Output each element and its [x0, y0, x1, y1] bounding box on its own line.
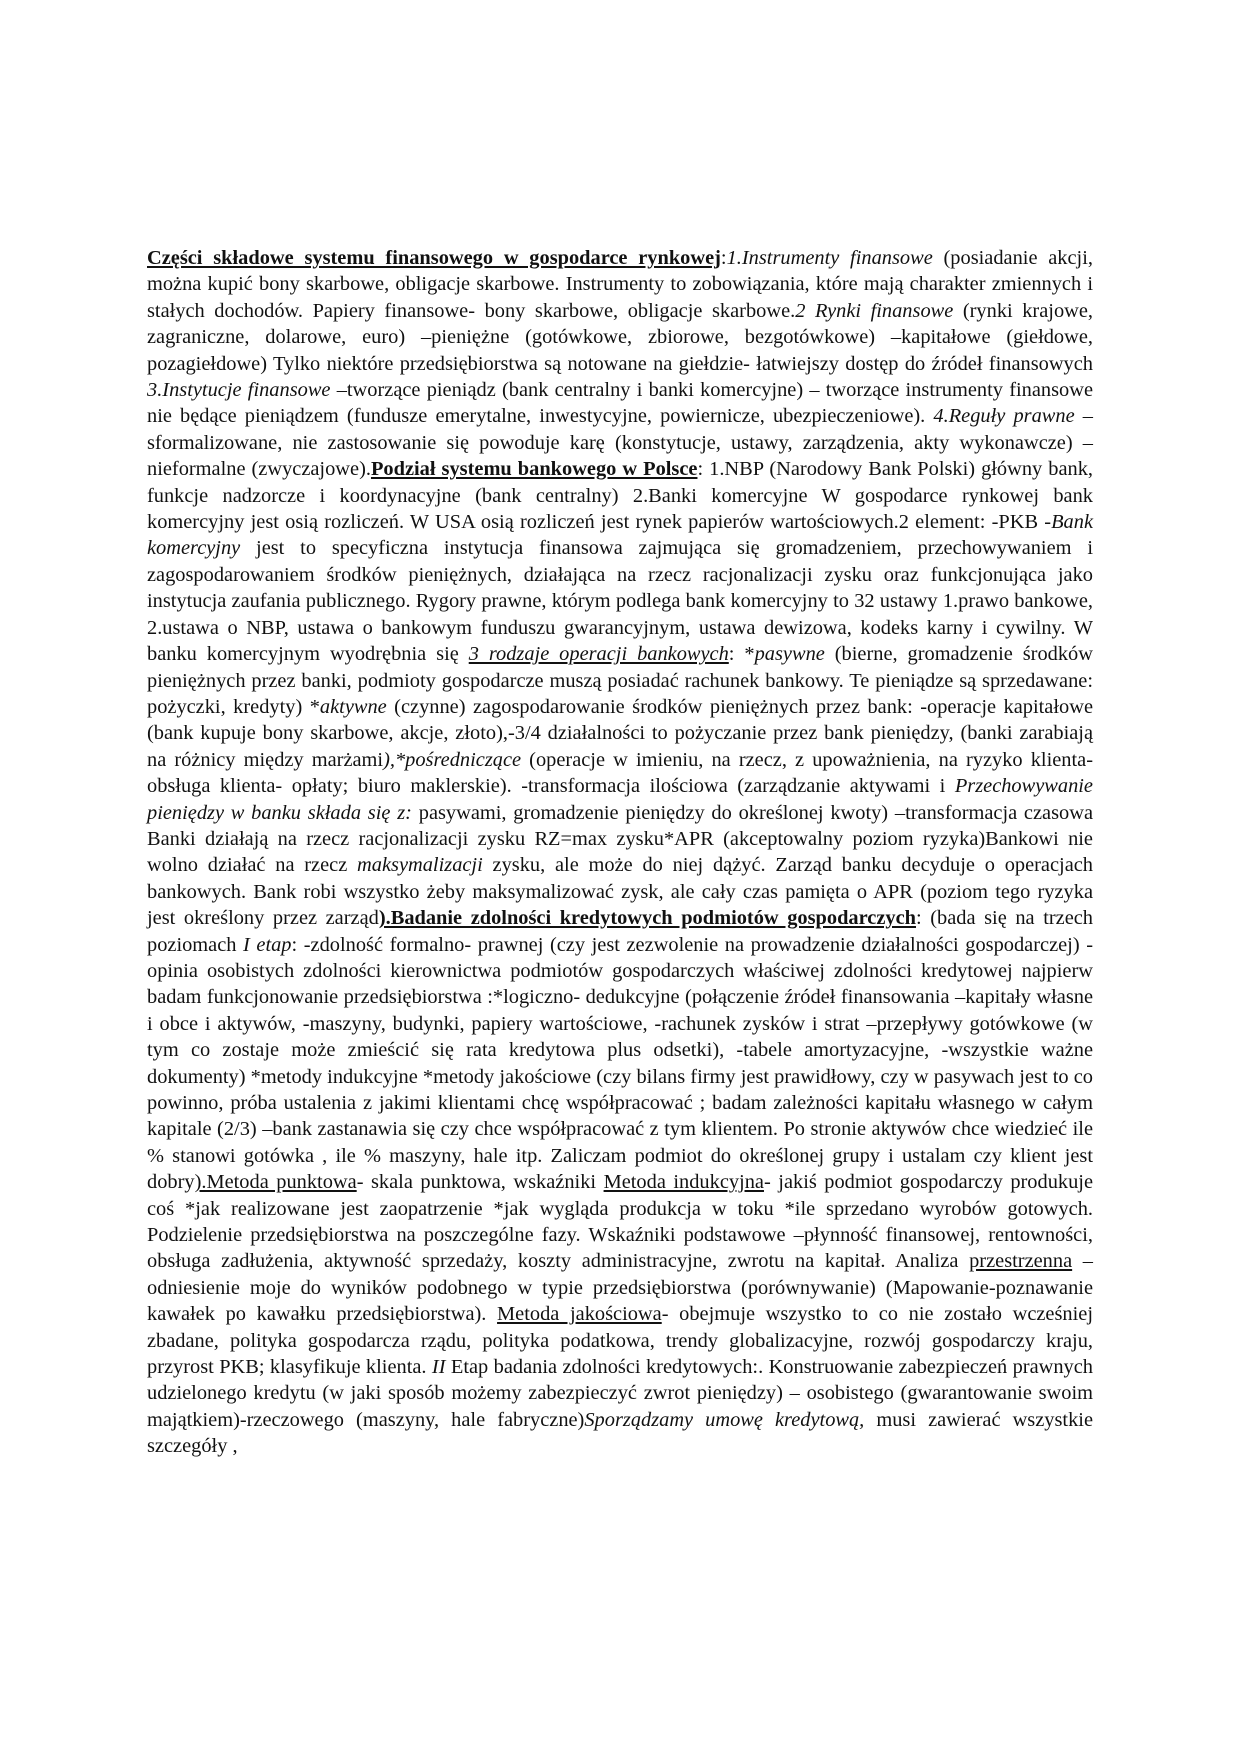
text-segment: 3 rodzaje operacji bankowych — [468, 643, 729, 666]
text-segment: Sporządzamy umowę kredytową, — [584, 1408, 865, 1431]
text-segment: - skala punktowa, wskaźniki — [356, 1171, 604, 1194]
text-segment: Części składowe systemu finansowego w gospodarce rynkowej — [147, 247, 721, 269]
text-segment: aktywne — [319, 695, 387, 718]
text-segment: ).Badanie zdolności kredytowych podmiotów gospodarczych — [378, 907, 916, 930]
text-segment: 2 Rynki finansowe — [795, 299, 954, 322]
text-segment: pasywne — [754, 643, 825, 666]
text-segment: 1.Instrumenty finansowe — [726, 247, 933, 269]
text-segment: (czynne) zagospodarowanie środków pieniężnych przez bank: -operacje kapitałowe (bank kupuje bony skarbowe, akcje, złoto),-3/4 działalności to pożyczanie przez bank pieniędzy, (banki zarabiają na różnicy między marżami — [147, 695, 1093, 771]
text-segment: : (bada się na trzech poziomach — [147, 907, 1093, 956]
text-segment: 3.Instytucje finansowe — [147, 379, 331, 402]
text-segment: : — [720, 247, 727, 269]
body-text — [147, 245, 1093, 1460]
text-segment: - obejmuje wszystko to co nie zostało wcześniej zbadane, polityka gospodarcza rządu, polityka podatkowa, trendy globalizacyjne, rozwój gospodarczy kraju, przyrost PKB; klasyfikuje klienta. — [147, 1303, 1093, 1379]
main-paragraph — [147, 245, 1093, 1460]
text-segment: (rynki krajowe, zagraniczne, dolarowe, euro) –pieniężne (gotówkowe, zbiorowe, bezgotówkowe) –kapitałowe (giełdowe, pozagiełdowe) Tylko niektóre przedsiębiorstwa są notowane na giełdzie- łatwiejszy dostęp do źródeł finansowych — [147, 299, 1094, 375]
text-segment: (operacje w imieniu, na rzecz, z upoważnienia, na ryzyko klienta-obsługa klienta- opłaty; biuro maklerskie). -transformacja ilościowa (zarządzanie aktywami i — [147, 748, 1094, 798]
text-segment: ).Metoda punktowa — [194, 1171, 357, 1194]
text-segment: zysku, ale może do niej dążyć. Zarząd banku decyduje o operacjach bankowych. Bank robi wszystko żeby maksymalizować zysk, ale cały czas pamięta o APR (poziom tego ryzyka jest określony przez zarząd — [147, 854, 1093, 930]
text-segment: –odniesienie moje do wyników podobnego w typie przedsiębiorstwa (porównywanie) (Mapowanie-poznawanie kawałek po kawałku przedsiębiorstwa). — [147, 1250, 1093, 1326]
text-segment: maksymalizacji — [357, 854, 483, 877]
text-segment: Metoda jakościowa — [497, 1303, 662, 1326]
text-segment: I etap — [243, 933, 292, 956]
text-segment: pasywami, gromadzenie pieniędzy do określonej kwoty) –transformacja czasowa Banki działają na rzecz racjonalizacji zysku RZ=max zysku*APR (akceptowalny poziom ryzyka)Bankowi nie wolno działać na rzecz — [147, 801, 1093, 877]
text-segment: Metoda indukcyjna — [603, 1171, 764, 1194]
text-segment: –sformalizowane, nie zastosowanie się powoduje karę (konstytucje, ustawy, zarządzenia, akty wykonawcze) –nieformalne (zwyczajowe). — [147, 405, 1093, 481]
text-segment: II — [431, 1356, 446, 1379]
text-segment: –tworzące pieniądz (bank centralny i banki komercyjne) – tworzące instrumenty finansowe nie będące pieniądzem (fundusze emerytalne, inwestycyjne, powiernicze, ubezpieczeniowe). — [147, 379, 1093, 428]
text-segment: - jakiś podmiot gospodarczy produkuje coś *jak realizowane jest zaopatrzenie *jak wygląda produkcja w toku *ile sprzedano wyrobów gotowych. Podzielenie przedsiębiorstwa na poszczególne fazy. Wskaźniki podstawowe –płynność finansowej, rentowności, obsługa zadłużenia, aktywność sprzedaży, koszty administracyjne, zwrotu na kapitał. Analiza — [147, 1171, 1093, 1273]
text-segment: Przechowywanie pieniędzy w banku składa się z: — [147, 775, 1093, 824]
text-segment: jest to specyficzna instytucja finansowa zajmująca się gromadzeniem, przechowywaniem i zagospodarowaniem środków pieniężnych, działająca na rzecz racjonalizacji zysku oraz funkcjonująca jako instytucja zaufania publicznego. Rygory prawne, którym podlega bank komercyjny to 32 ustawy 1.prawo bankowe, 2.ustawa o NBP, ustawa o bankowym funduszu gwarancyjnym, ustawa dewizowa, kodeks karny i cywilny. W banku komercyjnym wyodrębnia się — [147, 537, 1093, 666]
text-segment: : * — [728, 643, 755, 666]
text-segment: Bank komercyjny — [147, 511, 1093, 560]
text-segment: (bierne, gromadzenie środków pieniężnych przez banki, podmioty gospodarcze muszą posiadać rachunek bankowy. Te pieniądze są sprzedawane: pożyczki, kredyty) * — [147, 643, 1093, 718]
text-segment: przestrzenna — [969, 1250, 1073, 1273]
text-segment: musi zawierać wszystkie szczegóły , — [147, 1408, 1093, 1458]
text-segment: Podział systemu bankowego w Polsce — [370, 458, 698, 481]
text-segment: ),*pośredniczące — [383, 748, 522, 771]
text-segment: Etap badania zdolności kredytowych:. Konstruowanie zabezpieczeń prawnych udzielonego kredytu (w jaki sposób możemy zabezpieczyć zwrot pieniędzy) – osobistego (gwarantowanie swoim majątkiem)-rzeczowego (maszyny, hale fabryczne) — [147, 1356, 1093, 1431]
text-segment: : -zdolność formalno- prawnej (czy jest zezwolenie na prowadzenie działalności gospodarczej) -opinia osobistych zdolności kierownictwa podmiotów gospodarczych właściwej zdolności kredytowej najpierw badam funkcjonowanie przedsiębiorstwa :*logiczno- dedukcyjne (połączenie źródeł finansowania –kapitały własne i obce i aktywów, -maszyny, budynki, papiery wartościowe, -rachunek zysków i strat –przepływy gotówkowe (w tym co zostaje może zmieścić się rata kredytowa plus odsetki), -tabele amortyzacyjne, -wszystkie ważne dokumenty) *metody indukcyjne *metody jakościowe (czy bilans firmy jest prawidłowy, czy w pasywach jest to co powinno, próba ustalenia z jakimi klientami chcę współpracować ; badam zależności kapitału własnego w całym kapitale (2/3) –bank zastanawia się czy chce współpracować z tym klientem. Po stronie aktywów chce wiedzieć ile % stanowi gotówka , ile % maszyny, hale itp. Zaliczam podmiot do określonej grupy i ustalam czy klient jest dobry — [147, 933, 1093, 1194]
text-segment: 4.Reguły prawne — [933, 405, 1075, 428]
text-segment: (posiadanie akcji, można kupić bony skarbowe, obligacje skarbowe. Instrumenty to zobowiązania, które mają charakter zmiennych i stałych dochodów. Papiery finansowe- bony skarbowe, obligacje skarbowe. — [147, 247, 1093, 322]
text-segment: : 1.NBP (Narodowy Bank Polski) główny bank, funkcje nadzorcze i koordynacyjne (bank centralny) 2.Banki komercyjne W gospodarce rynkowej bank komercyjny jest osią rozliczeń. W USA osią rozliczeń jest rynek papierów wartościowych.2 element: -PKB - — [147, 458, 1093, 534]
